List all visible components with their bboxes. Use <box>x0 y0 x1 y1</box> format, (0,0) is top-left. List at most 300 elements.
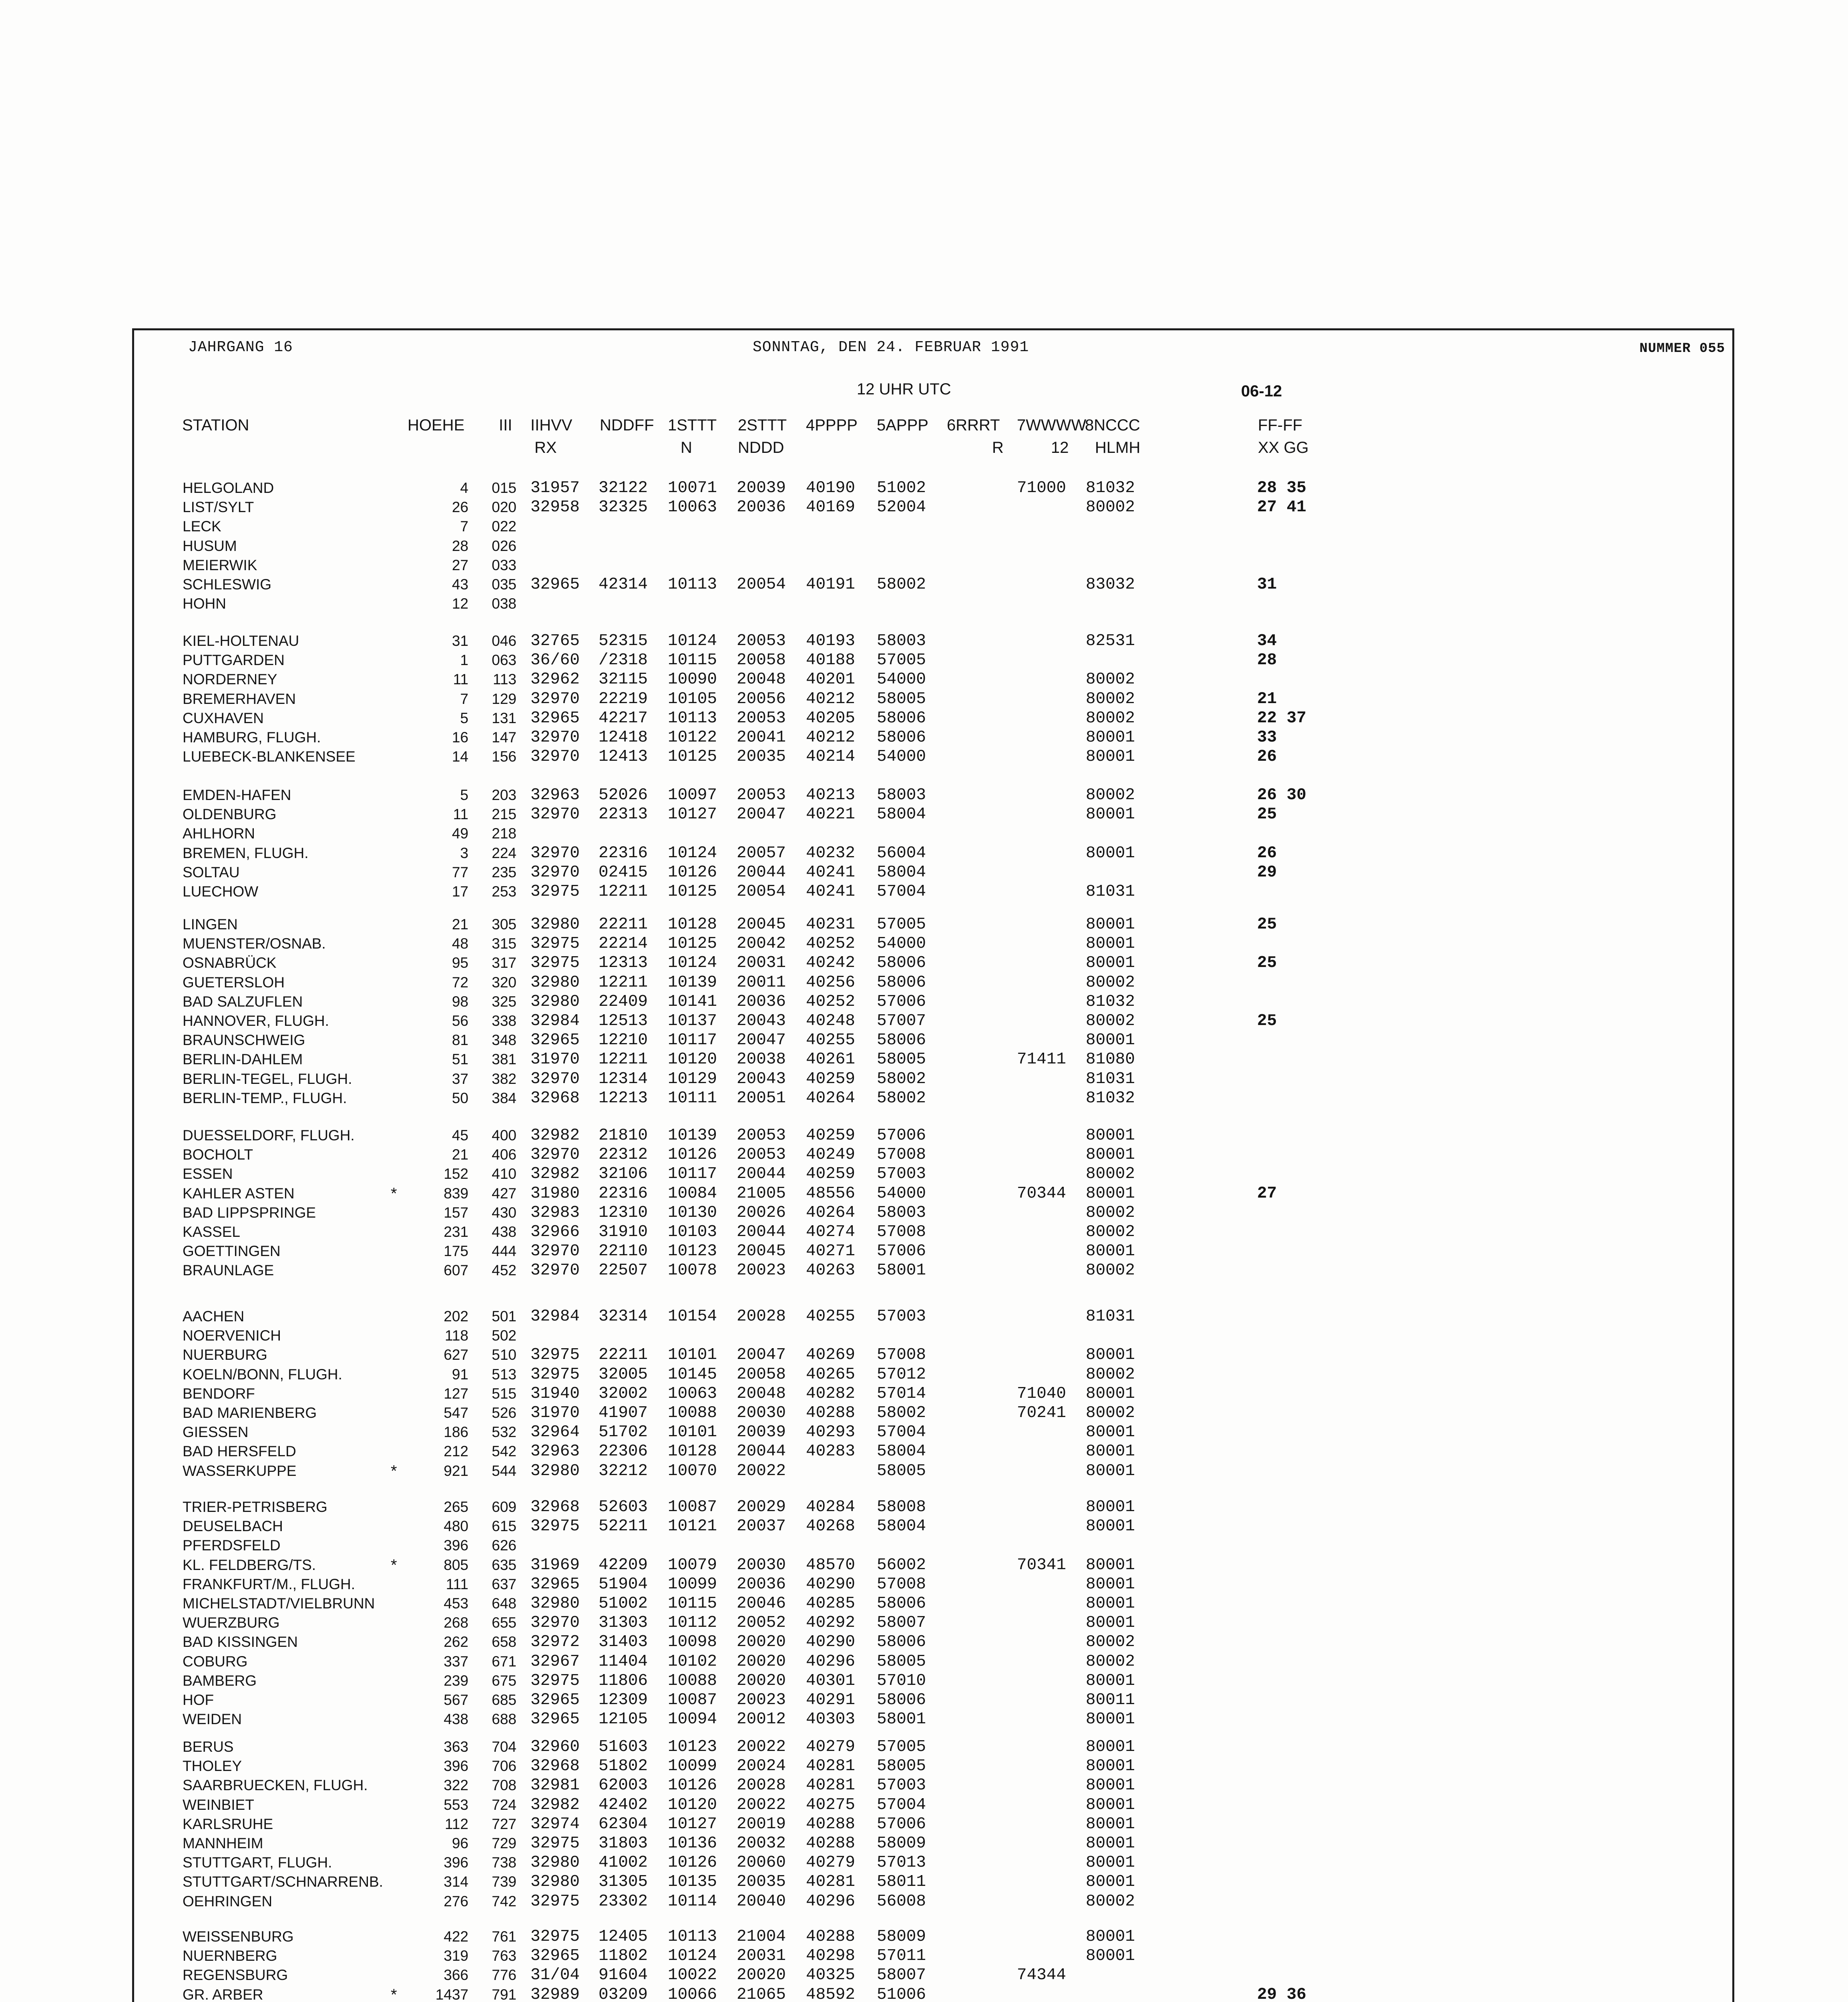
station-name: BOCHOLT <box>183 1146 253 1163</box>
table-row <box>0 1461 1848 1481</box>
group-3: 10090 <box>668 670 717 689</box>
station-height: 805 <box>444 1556 468 1573</box>
station-index: 706 <box>492 1758 516 1775</box>
group-5: 40201 <box>806 670 856 689</box>
group-1: 32970 <box>530 805 580 824</box>
group-3: 10127 <box>668 1815 717 1833</box>
station-index: 708 <box>492 1777 516 1794</box>
group-2: 51802 <box>599 1757 648 1776</box>
group-3: 10129 <box>668 1069 717 1088</box>
group-2: 52603 <box>599 1498 648 1516</box>
group-4: 20046 <box>737 1594 786 1613</box>
station-name: BRAUNSCHWEIG <box>183 1032 305 1049</box>
group-3: 10112 <box>668 1614 717 1632</box>
group-5: 40212 <box>806 689 856 708</box>
group-1: 32963 <box>530 1442 580 1461</box>
group-3: 10126 <box>668 1776 717 1795</box>
station-height: 438 <box>444 1711 468 1728</box>
group-1: 32975 <box>530 1365 580 1384</box>
group-6: 58011 <box>877 1873 926 1891</box>
col-g2: NDDFF <box>600 416 654 434</box>
station-index: 400 <box>492 1127 516 1144</box>
group-8: 80002 <box>1086 1404 1135 1422</box>
group-5: 48556 <box>806 1184 856 1203</box>
group-4: 20044 <box>737 1223 786 1241</box>
group-6: 57006 <box>877 1815 926 1833</box>
station-index: 224 <box>492 844 516 861</box>
station-height: 607 <box>444 1262 468 1279</box>
table-row <box>0 1517 1848 1536</box>
group-2: 51702 <box>599 1423 648 1442</box>
col-g6rb: R <box>992 439 1004 456</box>
station-height: 3 <box>460 844 468 861</box>
group-1: 32965 <box>530 1947 580 1966</box>
group-3: 10123 <box>668 1738 717 1756</box>
station-name: DEUSELBACH <box>183 1518 283 1535</box>
group-5: 40249 <box>806 1146 856 1164</box>
group-2: 12413 <box>599 748 648 766</box>
group-3: 10124 <box>668 954 717 973</box>
group-5: 40281 <box>806 1757 856 1776</box>
group-2: 02415 <box>599 863 648 882</box>
group-8: 81031 <box>1086 1069 1135 1088</box>
station-height: 21 <box>452 1146 468 1163</box>
group-1: 32970 <box>530 863 580 882</box>
table-row <box>0 1011 1848 1031</box>
wind-gusts: 26 <box>1257 748 1277 766</box>
group-3: 10139 <box>668 973 717 992</box>
station-height: 480 <box>444 1518 468 1535</box>
station-height: 81 <box>452 1032 468 1049</box>
group-1: 32980 <box>530 915 580 934</box>
group-1: 32970 <box>530 1242 580 1261</box>
group-8: 80001 <box>1086 954 1135 973</box>
group-4: 20031 <box>737 1947 786 1966</box>
station-index: 046 <box>492 633 516 649</box>
group-1: 32970 <box>530 1146 580 1164</box>
group-8: 80002 <box>1086 1365 1135 1384</box>
station-index: 348 <box>492 1032 516 1049</box>
station-height: 5 <box>460 787 468 803</box>
group-5: 40298 <box>806 1947 856 1966</box>
table-row <box>0 1795 1848 1815</box>
col-g4b: NDDD <box>738 439 784 456</box>
station-height: 26 <box>452 499 468 516</box>
group-4: 20020 <box>737 1671 786 1690</box>
station-name: MUENSTER/OSNAB. <box>183 935 326 952</box>
group-3: 10125 <box>668 748 717 766</box>
station-index: 648 <box>492 1595 516 1612</box>
station-height: 396 <box>444 1758 468 1775</box>
wind-gusts: 29 36 <box>1257 1985 1307 2002</box>
station-height: 337 <box>444 1653 468 1670</box>
group-4: 20043 <box>737 1012 786 1030</box>
wind-gusts: 26 <box>1257 844 1277 862</box>
group-2: 11802 <box>599 1947 648 1966</box>
station-name: WEISSENBURG <box>183 1928 294 1945</box>
group-5: 40248 <box>806 1012 856 1030</box>
station-name: NORDERNEY <box>183 671 277 688</box>
station-height: 12 <box>452 595 468 612</box>
group-6: 58003 <box>877 786 926 804</box>
group-3: 10117 <box>668 1165 717 1184</box>
group-5: 40252 <box>806 935 856 953</box>
group-8: 80001 <box>1086 844 1135 862</box>
group-8: 81032 <box>1086 1089 1135 1108</box>
station-index: 381 <box>492 1051 516 1068</box>
group-6: 58006 <box>877 1031 926 1050</box>
station-index: 502 <box>492 1327 516 1344</box>
group-8: 80001 <box>1086 1423 1135 1442</box>
station-index: 384 <box>492 1089 516 1106</box>
station-height: 396 <box>444 1537 468 1554</box>
station-name: SCHLESWIG <box>183 576 272 593</box>
wind-gusts: 31 <box>1257 575 1277 594</box>
group-1: 32967 <box>530 1652 580 1671</box>
group-2: 32106 <box>599 1165 648 1184</box>
table-row <box>0 1145 1848 1164</box>
group-8: 80001 <box>1086 1757 1135 1776</box>
group-2: 21810 <box>599 1126 648 1145</box>
group-4: 20019 <box>737 1815 786 1833</box>
group-8: 80001 <box>1086 1031 1135 1050</box>
group-2: 51603 <box>599 1738 648 1756</box>
group-4: 20023 <box>737 1691 786 1709</box>
col-g3b: N <box>681 439 692 456</box>
table-row <box>0 1985 1848 2002</box>
wind-gusts: 22 37 <box>1257 709 1307 728</box>
table-row <box>0 1345 1848 1365</box>
wind-gusts: 27 <box>1257 1184 1277 1203</box>
station-index: 742 <box>492 1893 516 1910</box>
group-3: 10088 <box>668 1404 717 1422</box>
station-name: STUTTGART/SCHNARRENB. <box>183 1873 383 1890</box>
group-1: 31940 <box>530 1384 580 1403</box>
group-4: 20029 <box>737 1498 786 1516</box>
station-index: 317 <box>492 955 516 971</box>
group-5: 40190 <box>806 479 856 497</box>
station-height: 14 <box>452 748 468 765</box>
group-6: 57003 <box>877 1776 926 1795</box>
group-3: 10102 <box>668 1652 717 1671</box>
table-row <box>0 517 1848 536</box>
group-6: 58006 <box>877 1633 926 1652</box>
station-height: 1437 <box>435 1986 468 2002</box>
group-5: 40256 <box>806 973 856 992</box>
group-2: 11806 <box>599 1671 648 1690</box>
station-height: 11 <box>453 806 468 823</box>
group-3: 10139 <box>668 1126 717 1145</box>
header-date: SONNTAG, DEN 24. FEBRUAR 1991 <box>753 339 1029 356</box>
station-index: 020 <box>492 499 516 516</box>
group-2: 12211 <box>599 973 648 992</box>
table-row <box>0 1242 1848 1261</box>
wind-gusts: 28 35 <box>1257 479 1307 497</box>
station-index: 325 <box>492 993 516 1010</box>
group-4: 20044 <box>737 1442 786 1461</box>
station-height: 212 <box>444 1443 468 1460</box>
table-row <box>0 1946 1848 1966</box>
group-1: 32975 <box>530 954 580 973</box>
group-3: 10087 <box>668 1691 717 1709</box>
group-5: 40268 <box>806 1517 856 1536</box>
station-height: 921 <box>444 1462 468 1479</box>
station-name: BAD HERSFELD <box>183 1443 296 1460</box>
group-3: 10126 <box>668 1853 717 1872</box>
group-5: 40169 <box>806 498 856 517</box>
group-1: 32980 <box>530 1461 580 1480</box>
group-3: 10120 <box>668 1795 717 1814</box>
group-1: 32980 <box>530 973 580 992</box>
station-index: 156 <box>492 748 516 765</box>
col-g7: 7WWWW <box>1017 416 1087 434</box>
station-index: 410 <box>492 1166 516 1182</box>
group-2: 22409 <box>599 992 648 1011</box>
group-4: 20032 <box>737 1834 786 1853</box>
group-2: 52026 <box>599 786 648 804</box>
group-4: 20020 <box>737 1966 786 1985</box>
station-height: 7 <box>460 518 468 535</box>
col-station: STATION <box>182 416 249 434</box>
group-1: 31/04 <box>530 1966 580 1985</box>
group-6: 58008 <box>877 1498 926 1516</box>
group-6: 56002 <box>877 1556 926 1574</box>
group-1: 32968 <box>530 1498 580 1516</box>
group-5: 40288 <box>806 1834 856 1853</box>
group-8: 80001 <box>1086 1461 1135 1480</box>
group-6: 57008 <box>877 1575 926 1594</box>
group-6: 58006 <box>877 973 926 992</box>
group-2: 91604 <box>599 1966 648 1985</box>
group-6: 57014 <box>877 1384 926 1403</box>
group-8: 80001 <box>1086 1873 1135 1891</box>
group-1: 32989 <box>530 1985 580 2002</box>
station-index: 763 <box>492 1948 516 1964</box>
group-1: 32963 <box>530 786 580 804</box>
table-row <box>0 1423 1848 1442</box>
group-4: 20054 <box>737 882 786 901</box>
table-row <box>0 537 1848 556</box>
group-2: 22211 <box>599 915 648 934</box>
group-8: 80001 <box>1086 1947 1135 1966</box>
group-1: 32982 <box>530 1126 580 1145</box>
group-4: 20045 <box>737 1242 786 1261</box>
wind-gusts: 33 <box>1257 728 1277 747</box>
group-5: 40281 <box>806 1776 856 1795</box>
group-2: 32325 <box>599 498 648 517</box>
group-3: 10145 <box>668 1365 717 1384</box>
station-name: AHLHORN <box>183 825 255 842</box>
table-row <box>0 747 1848 766</box>
wind-gusts: 21 <box>1257 689 1277 708</box>
group-3: 10122 <box>668 728 717 747</box>
station-name: BERLIN-TEMP., FLUGH. <box>183 1089 347 1106</box>
group-4: 20042 <box>737 935 786 953</box>
group-4: 20048 <box>737 1384 786 1403</box>
group-4: 20053 <box>737 1126 786 1145</box>
station-name: THOLEY <box>183 1758 242 1775</box>
group-2: 22219 <box>599 689 648 708</box>
station-height: 839 <box>444 1185 468 1202</box>
station-name: KASSEL <box>183 1224 240 1240</box>
group-1: 32970 <box>530 748 580 766</box>
station-name: STUTTGART, FLUGH. <box>183 1854 332 1871</box>
group-1: 32980 <box>530 1873 580 1891</box>
group-2: 32314 <box>599 1307 648 1326</box>
station-height: 72 <box>452 974 468 991</box>
group-4: 20020 <box>737 1652 786 1671</box>
group-8: 80002 <box>1086 670 1135 689</box>
group-8: 81032 <box>1086 992 1135 1011</box>
group-6: 58004 <box>877 805 926 824</box>
group-6: 57007 <box>877 1012 926 1030</box>
group-4: 20054 <box>737 575 786 594</box>
station-height: 112 <box>445 1815 468 1832</box>
group-3: 10123 <box>668 1242 717 1261</box>
group-6: 56004 <box>877 844 926 862</box>
station-height: 28 <box>452 537 468 554</box>
station-index: 510 <box>492 1347 516 1363</box>
station-name: WASSERKUPPE <box>183 1462 297 1479</box>
group-6: 58002 <box>877 1404 926 1422</box>
table-row <box>0 594 1848 613</box>
group-2: 42402 <box>599 1795 648 1814</box>
station-name: AACHEN <box>183 1308 245 1325</box>
mountain-marker: * <box>391 1986 397 2002</box>
group-3: 10135 <box>668 1873 717 1891</box>
group-4: 20053 <box>737 709 786 728</box>
group-4: 20011 <box>737 973 786 992</box>
group-6: 58005 <box>877 1050 926 1069</box>
group-8: 80001 <box>1086 748 1135 766</box>
group-4: 20022 <box>737 1738 786 1756</box>
group-4: 20030 <box>737 1556 786 1574</box>
table-row <box>0 556 1848 575</box>
station-index: 544 <box>492 1462 516 1479</box>
station-index: 609 <box>492 1499 516 1515</box>
group-4: 20058 <box>737 1365 786 1384</box>
col-g1b: RX <box>534 439 557 456</box>
group-5: 40264 <box>806 1089 856 1108</box>
col-g8b: HLMH <box>1095 439 1141 456</box>
group-8: 80002 <box>1086 1652 1135 1671</box>
group-5: 40293 <box>806 1423 856 1442</box>
group-1: 32982 <box>530 1795 580 1814</box>
group-3: 10113 <box>668 709 717 728</box>
group-3: 10125 <box>668 882 717 901</box>
group-4: 20058 <box>737 651 786 670</box>
group-1: 31969 <box>530 1556 580 1574</box>
group-1: 32983 <box>530 1203 580 1222</box>
station-index: 129 <box>492 690 516 707</box>
station-name: BREMEN, FLUGH. <box>183 844 309 861</box>
group-2: 23302 <box>599 1892 648 1911</box>
station-height: 11 <box>453 671 468 688</box>
group-4: 20044 <box>737 863 786 882</box>
station-index: 729 <box>492 1835 516 1851</box>
group-2: 42217 <box>599 709 648 728</box>
col-g6: 5APPP <box>877 416 928 434</box>
table-row <box>0 1652 1848 1671</box>
station-name: SAARBRUECKEN, FLUGH. <box>183 1777 368 1794</box>
group-4: 20038 <box>737 1050 786 1069</box>
table-row <box>0 992 1848 1011</box>
col-ff2: XX GG <box>1258 439 1309 456</box>
wind-gusts: 25 <box>1257 805 1277 824</box>
group-3: 10099 <box>668 1575 717 1594</box>
group-4: 20048 <box>737 670 786 689</box>
group-8: 80001 <box>1086 1346 1135 1365</box>
group-3: 10124 <box>668 632 717 650</box>
group-3: 10084 <box>668 1184 717 1203</box>
group-7: 71040 <box>1017 1384 1067 1403</box>
table-row <box>0 786 1848 805</box>
station-name: CUXHAVEN <box>183 710 264 726</box>
group-1: 31980 <box>530 1184 580 1203</box>
table-row <box>0 934 1848 953</box>
group-8: 80001 <box>1086 935 1135 953</box>
station-height: 567 <box>444 1692 468 1708</box>
group-2: 12105 <box>599 1710 648 1729</box>
group-2: 31910 <box>599 1223 648 1241</box>
wind-gusts: 25 <box>1257 1012 1277 1030</box>
station-height: 422 <box>444 1928 468 1945</box>
station-height: 268 <box>444 1614 468 1631</box>
station-name: HELGOLAND <box>183 480 274 496</box>
group-5: 40241 <box>806 882 856 901</box>
group-6: 57013 <box>877 1853 926 1872</box>
station-height: 49 <box>452 825 468 842</box>
station-height: 627 <box>444 1347 468 1363</box>
group-4: 21005 <box>737 1184 786 1203</box>
group-5: 40325 <box>806 1966 856 1985</box>
station-index: 776 <box>492 1967 516 1984</box>
table-row <box>0 1872 1848 1891</box>
group-8: 80001 <box>1086 1146 1135 1164</box>
group-6: 58001 <box>877 1261 926 1280</box>
group-8: 80002 <box>1086 1223 1135 1241</box>
group-3: 10130 <box>668 1203 717 1222</box>
group-5: 40290 <box>806 1633 856 1652</box>
group-4: 20035 <box>737 1873 786 1891</box>
group-1: 36/60 <box>530 651 580 670</box>
group-2: 22313 <box>599 805 648 824</box>
group-3: 10098 <box>668 1633 717 1652</box>
group-8: 80001 <box>1086 1614 1135 1632</box>
station-height: 553 <box>444 1796 468 1813</box>
group-4: 21065 <box>737 1985 786 2002</box>
station-index: 637 <box>492 1576 516 1592</box>
group-1: 32982 <box>530 1165 580 1184</box>
station-index: 147 <box>492 729 516 746</box>
station-name: KOELN/BONN, FLUGH. <box>183 1366 342 1383</box>
group-6: 58007 <box>877 1614 926 1632</box>
station-index: 501 <box>492 1308 516 1325</box>
group-6: 57006 <box>877 992 926 1011</box>
group-6: 57006 <box>877 1242 926 1261</box>
group-5: 40241 <box>806 863 856 882</box>
group-6: 58004 <box>877 863 926 882</box>
station-index: 532 <box>492 1424 516 1441</box>
group-2: 51002 <box>599 1594 648 1613</box>
table-row <box>0 689 1848 709</box>
table-row <box>0 1834 1848 1853</box>
station-index: 658 <box>492 1634 516 1650</box>
group-8: 80002 <box>1086 786 1135 804</box>
group-6: 57006 <box>877 1126 926 1145</box>
group-6: 58006 <box>877 954 926 973</box>
group-6: 57003 <box>877 1307 926 1326</box>
